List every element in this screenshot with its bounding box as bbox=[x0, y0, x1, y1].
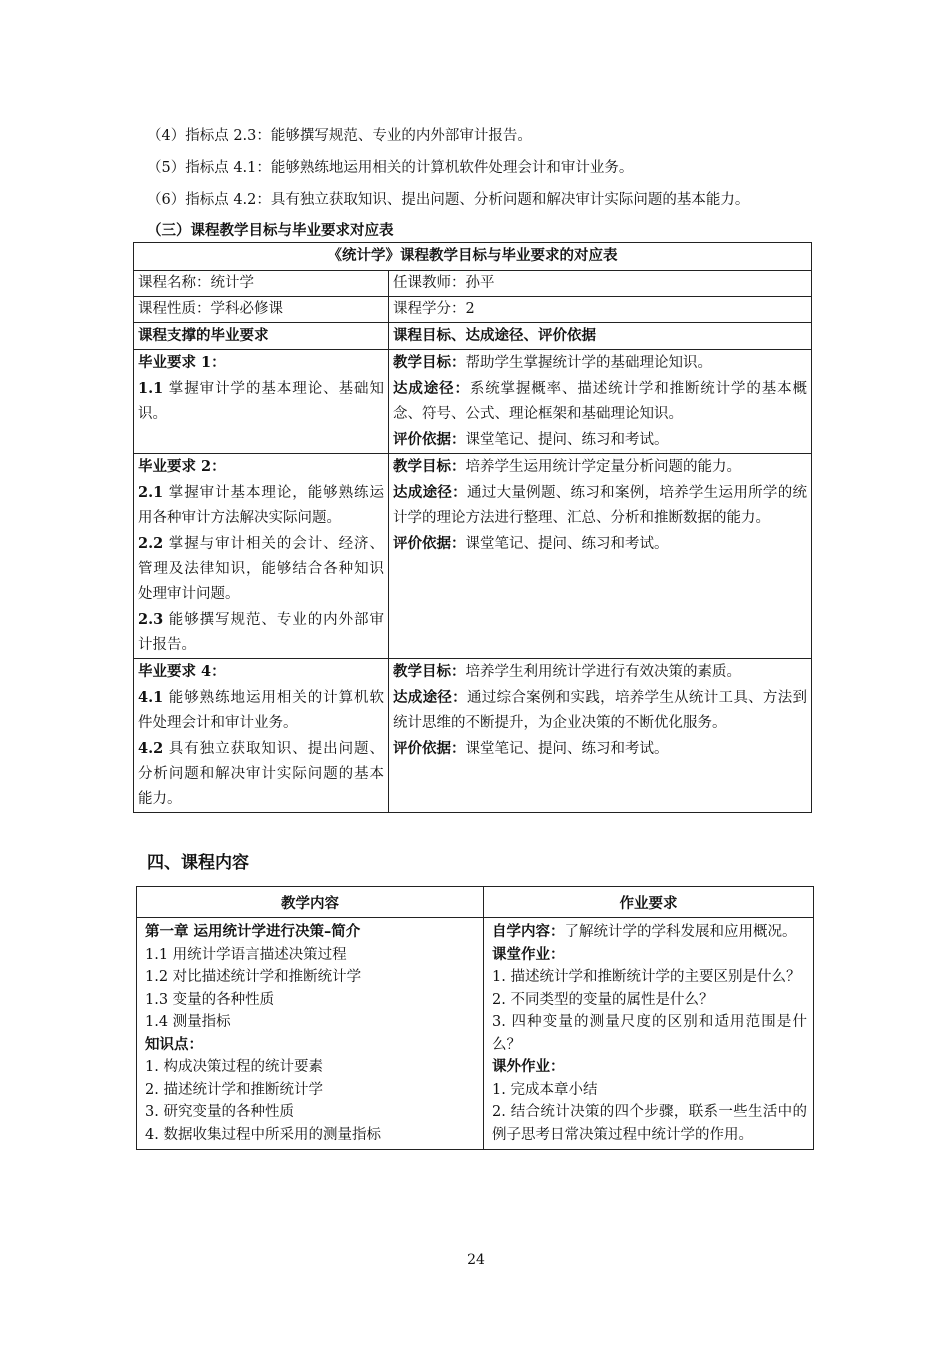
intro-list bbox=[147, 124, 827, 220]
objectives-table bbox=[133, 242, 812, 813]
self-study-label: 自学内容： bbox=[492, 923, 565, 940]
intro-line: （4）指标点 2.3：能够撰写规范、专业的内外部审计报告。 bbox=[147, 128, 532, 144]
content-cell bbox=[137, 918, 484, 1150]
homework-label: 课外作业： bbox=[492, 1058, 565, 1075]
chapter-title: 第一章 运用统计学进行决策–简介 bbox=[145, 923, 361, 940]
table-row bbox=[137, 918, 814, 1150]
intro-line: （5）指标点 4.1：能够熟练地运用相关的计算机软件处理会计和审计业务。 bbox=[147, 160, 634, 176]
indicator-point: 2.2 掌握与审计相关的会计、经济、管理及法律知识，能够结合各种知识处理审计问题。 bbox=[138, 535, 384, 602]
classwork-label: 课堂作业： bbox=[492, 945, 565, 963]
table-row bbox=[134, 350, 812, 454]
assignment-cell: 自学内容：了解统计学的学科发展和应用概况。 课堂作业： 1. 描述统计学和推断统计学的主要区别是什么？ 2. 不同类型的变量的属性是什么？ 3. 四种变量的测量尺度的区别和适用范围是什么？ 课外作业： 1. 完成本章小结 2. 结合统计决策的四个步骤，联系一些生活中的例子思考日常决策过程中统计学的作用。 bbox=[484, 918, 814, 1150]
indicator-point: 2.1 掌握审计基本理论，能够熟练运用各种审计方法解决实际问题。 bbox=[138, 484, 384, 526]
section-title: 四、课程内容 bbox=[147, 853, 249, 873]
list-item: 2. 不同类型的变量的属性是什么？ bbox=[492, 991, 714, 1008]
page-number: 24 bbox=[467, 1252, 485, 1268]
list-item: 1.2 对比描述统计学和推断统计学 bbox=[145, 969, 362, 985]
requirement-title: 毕业要求 4： bbox=[138, 663, 226, 680]
requirement-cell bbox=[134, 454, 389, 659]
list-item: 2. 描述统计学和推断统计学 bbox=[145, 1081, 323, 1098]
course-credits: 课程学分：2 bbox=[389, 297, 812, 323]
subheading: （三）课程教学目标与毕业要求对应表 bbox=[147, 222, 394, 239]
requirement-cell bbox=[134, 350, 389, 454]
table-row bbox=[134, 454, 812, 659]
course-name: 课程名称：统计学 bbox=[134, 271, 389, 297]
list-item: 3. 研究变量的各种性质 bbox=[145, 1104, 294, 1120]
col-header-left: 课程支撑的毕业要求 bbox=[134, 323, 389, 350]
list-item: 1.1 用统计学语言描述决策过程 bbox=[145, 946, 347, 963]
objective-cell: 教学目标：帮助学生掌握统计学的基础理论知识。 达成途径：系统掌握概率、描述统计学和推断统计学的基本概念、符号、公式、理论框架和基础理论知识。 评价依据：课堂笔记、提问、练习和考试。 bbox=[389, 350, 812, 454]
list-item: 2. 结合统计决策的四个步骤，联系一些生活中的例子思考日常决策过程中统计学的作用。 bbox=[492, 1104, 807, 1143]
objective-cell: 教学目标：培养学生运用统计学定量分析问题的能力。 达成途径：通过大量例题、练习和案例，培养学生运用所学的统计学的理论方法进行整理、汇总、分析和推断数据的能力。 评价依据：课堂笔记、提问、练习和考试。 bbox=[389, 454, 812, 659]
list-item: 1.4 测量指标 bbox=[145, 1014, 231, 1030]
list-item: 1.3 变量的各种性质 bbox=[145, 991, 275, 1008]
requirement-cell bbox=[134, 659, 389, 813]
list-item: 1. 描述统计学和推断统计学的主要区别是什么？ bbox=[492, 969, 801, 985]
list-item: 3. 四种变量的测量尺度的区别和适用范围是什么？ bbox=[492, 1014, 807, 1053]
list-item: 1. 完成本章小结 bbox=[492, 1081, 598, 1098]
course-content-table bbox=[136, 886, 814, 1150]
requirement-title: 毕业要求 1： bbox=[138, 354, 226, 371]
knowledge-label: 知识点： bbox=[145, 1035, 203, 1053]
header-assignment: 作业要求 bbox=[484, 887, 814, 918]
col-header-right: 课程目标、达成途径、评价依据 bbox=[389, 323, 812, 350]
indicator-point: 4.1 能够熟练地运用相关的计算机软件处理会计和审计业务。 bbox=[138, 689, 384, 731]
list-item: 4. 数据收集过程中所采用的测量指标 bbox=[145, 1126, 381, 1143]
objective-cell: 教学目标：培养学生利用统计学进行有效决策的素质。 达成途径：通过综合案例和实践，培养学生从统计工具、方法到统计思维的不断提升，为企业决策的不断优化服务。 评价依据：课堂笔记、提问、练习和考试。 bbox=[389, 659, 812, 813]
header-teaching-content: 教学内容 bbox=[137, 887, 484, 918]
course-teacher: 任课教师：孙平 bbox=[389, 271, 812, 297]
indicator-point: 4.2 具有独立获取知识、提出问题、分析问题和解决审计实际问题的基本能力。 bbox=[138, 740, 384, 807]
requirement-title: 毕业要求 2： bbox=[138, 458, 226, 475]
course-nature: 课程性质：学科必修课 bbox=[134, 297, 389, 323]
table-row bbox=[134, 659, 812, 813]
table-caption: 《统计学》课程教学目标与毕业要求的对应表 bbox=[134, 243, 812, 271]
indicator-point: 1.1 掌握审计学的基本理论、基础知识。 bbox=[138, 380, 384, 422]
list-item: 1. 构成决策过程的统计要素 bbox=[145, 1059, 323, 1075]
indicator-point: 2.3 能够撰写规范、专业的内外部审计报告。 bbox=[138, 611, 384, 653]
intro-line: （6）指标点 4.2：具有独立获取知识、提出问题、分析问题和解决审计实际问题的基本能力。 bbox=[147, 192, 750, 208]
